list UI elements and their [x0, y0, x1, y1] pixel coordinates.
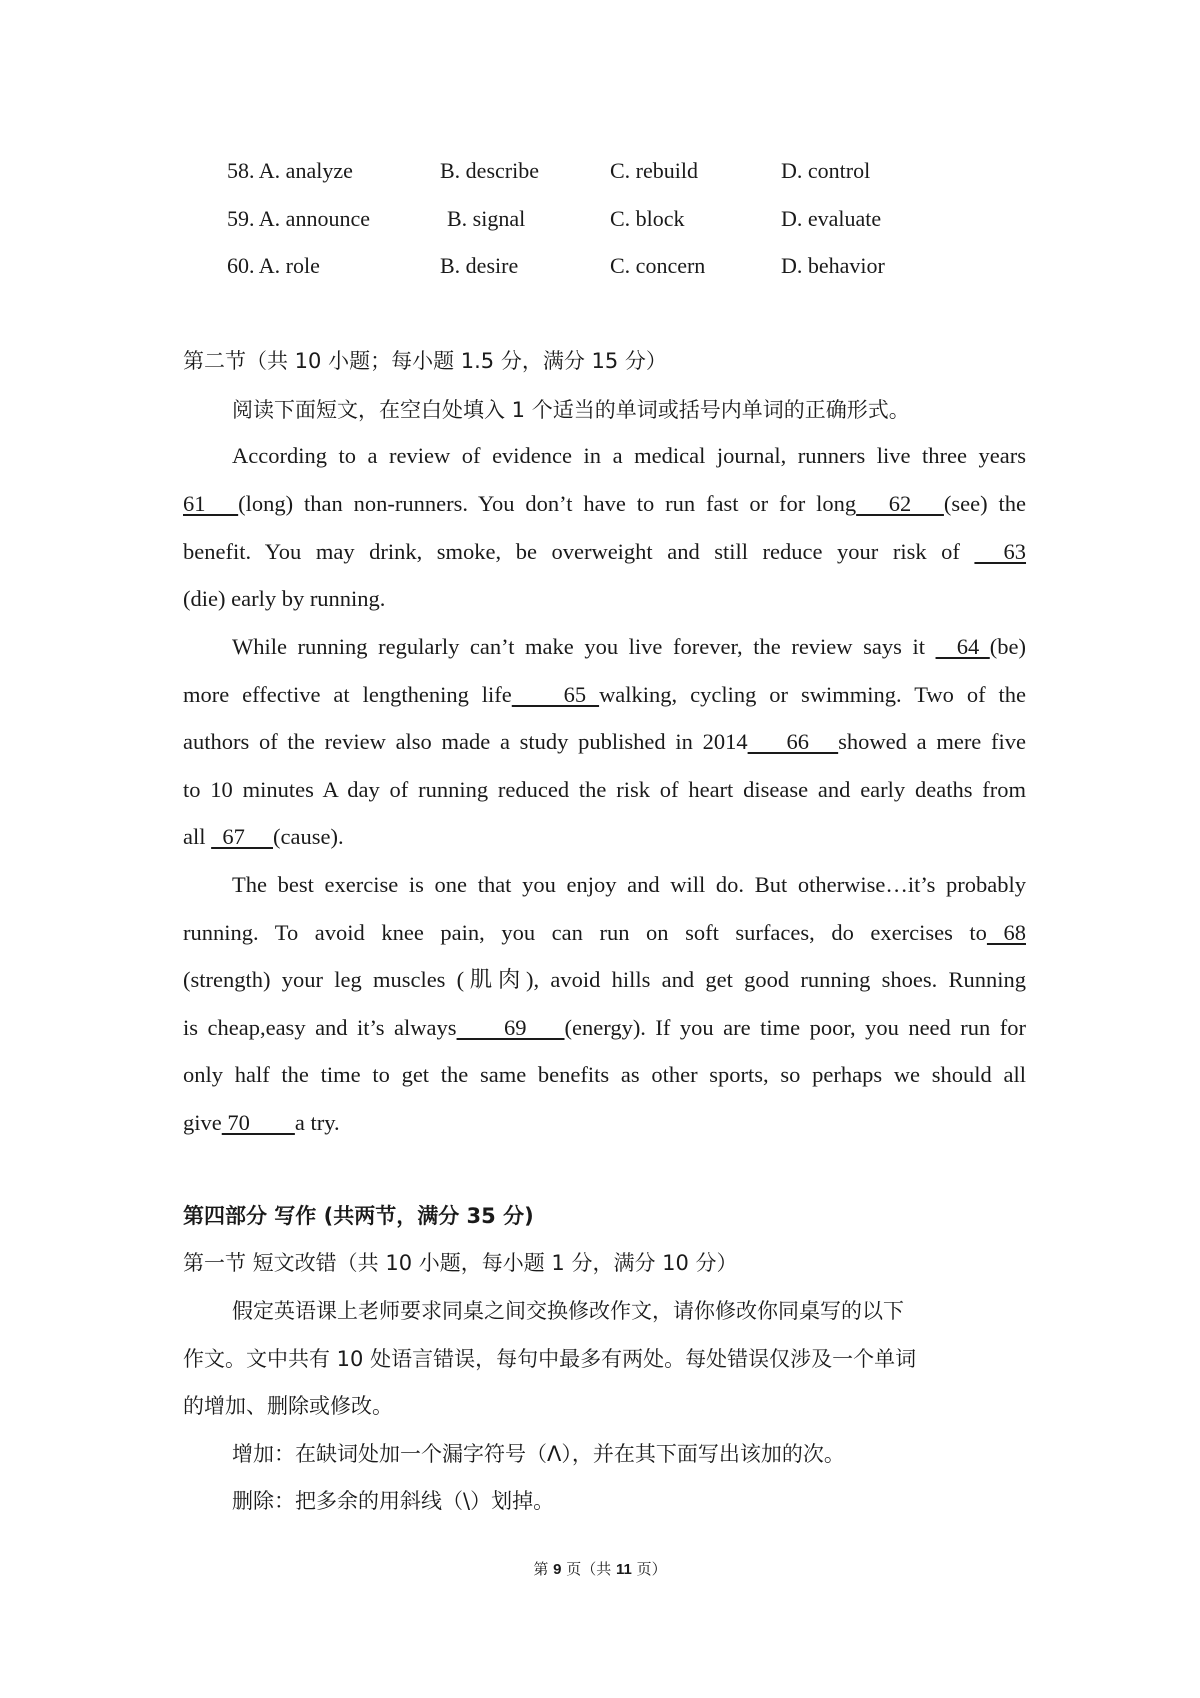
option-58-c: C. rebuild: [610, 158, 698, 183]
blank-67: 67: [211, 824, 273, 849]
option-60-a: 60. A. role: [227, 253, 320, 278]
blank-65: 65: [511, 682, 600, 707]
passage-line-8: to 10 minutes A day of running reduced the risk of heart disease and early deaths from: [183, 777, 1026, 802]
part4-deletion-rule: 删除：把多余的用斜线（\）划掉。: [232, 1489, 555, 1513]
option-59-b: B. signal: [447, 206, 526, 231]
part4-heading: 第四部分 写作 (共两节，满分 35 分): [183, 1204, 534, 1228]
passage-line-13: is cheap,easy and it’s always 69 (energy). If you are time poor, you need run for: [183, 1015, 1027, 1040]
passage-line-2: 61 (long) than non-runners. You don’t have to run fast or for long 62 (see) the: [183, 491, 1027, 516]
option-60-d: D. behavior: [781, 253, 885, 278]
option-58-a: 58. A. analyze: [227, 158, 353, 183]
blank-61: 61: [183, 491, 239, 516]
blank-68: 68: [986, 920, 1026, 945]
section2-instruction: 阅读下面短文，在空白处填入 1 个适当的单词或括号内单词的正确形式。: [232, 398, 910, 422]
option-59-c: C. block: [610, 206, 685, 231]
part4-paragraph-1: 假定英语课上老师要求同桌之间交换修改作文，请你修改你同桌写的以下: [232, 1299, 904, 1323]
blank-69: 69: [456, 1015, 565, 1040]
blank-70: 70: [221, 1110, 295, 1135]
blank-64: 64: [935, 634, 990, 659]
option-60-b: B. desire: [440, 253, 519, 278]
page-number: 9: [553, 1561, 562, 1578]
option-58-b: B. describe: [440, 158, 539, 183]
part4-paragraph-2: 作文。文中共有 10 处语言错误，每句中最多有两处。每处错误仅涉及一个单词: [183, 1347, 917, 1371]
passage-line-15: give 70 a try.: [183, 1110, 340, 1135]
option-59-d: D. evaluate: [781, 206, 882, 231]
page-footer: 第 9 页（共 11 页）: [533, 1560, 667, 1578]
blank-62: 62: [856, 491, 944, 516]
passage-line-14: only half the time to get the same benefits as other sports, so perhaps we should all: [183, 1062, 1026, 1087]
passage-line-9: all 67 (cause).: [183, 824, 344, 849]
passage-line-7: authors of the review also made a study published in 2014 66 showed a mere five: [183, 729, 1026, 754]
passage-line-5: While running regularly can’t make you live forever, the review says it 64 (be): [232, 634, 1026, 659]
blank-66: 66: [747, 729, 839, 754]
passage-line-11: running. To avoid knee pain, you can run on soft surfaces, do exercises to 68: [183, 920, 1026, 945]
option-60-c: C. concern: [610, 253, 706, 278]
part4-subheading: 第一节 短文改错（共 10 小题，每小题 1 分，满分 10 分）: [183, 1251, 738, 1275]
passage-line-1: According to a review of evidence in a medical journal, runners live three years: [232, 443, 1026, 468]
passage-line-4: (die) early by running.: [183, 586, 386, 611]
page-total: 11: [616, 1561, 632, 1578]
passage-line-12: (strength) your leg muscles (肌肉), avoid hills and get good running shoes. Running: [183, 967, 1026, 992]
passage-line-10: The best exercise is one that you enjoy and will do. But otherwise…it’s probably: [232, 872, 1026, 897]
part4-paragraph-3: 的增加、删除或修改。: [183, 1394, 393, 1418]
passage-line-3: benefit. You may drink, smoke, be overweight and still reduce your risk of 63: [183, 539, 1027, 564]
option-58-d: D. control: [781, 158, 871, 183]
part4-addition-rule: 增加：在缺词处加一个漏字符号（Λ），并在其下面写出该加的次。: [232, 1442, 845, 1466]
blank-63: 63: [974, 539, 1027, 564]
passage-line-6: more effective at lengthening life 65 walking, cycling or swimming. Two of the: [183, 682, 1026, 707]
section2-heading: 第二节（共 10 小题；每小题 1.5 分，满分 15 分）: [183, 349, 667, 373]
option-59-a: 59. A. announce: [227, 206, 370, 231]
